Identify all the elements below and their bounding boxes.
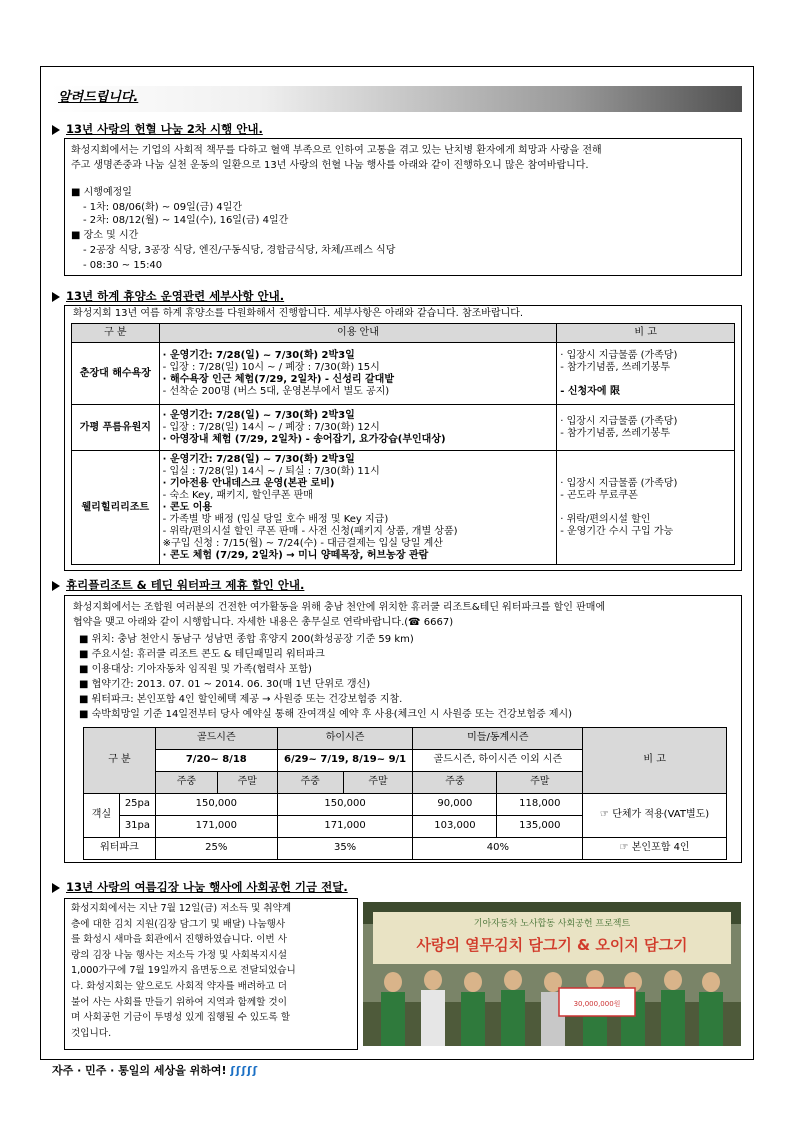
gubun-header: 구 분 — [84, 728, 156, 794]
resort-name: 가평 푸름유원지 — [72, 405, 160, 451]
detail-line: - 숙소 Key, 패키지, 할인쿠폰 판매 — [162, 489, 313, 501]
schedule-item: - 1차: 08/06(화) ~ 09일(금) 4일간 — [83, 202, 243, 213]
footer-slogan — [52, 1064, 258, 1078]
note-line: - 참가기념품, 쓰레기봉투 — [560, 427, 670, 439]
detail-line: ※구입 신청 : 7/15(월) ~ 7/24(수) - 대금결제는 입실 당일 계산 — [162, 537, 443, 549]
room-size: 31pa — [119, 816, 155, 838]
info-item: ■ 이용대상: 기아자동차 임직원 및 가족(협력사 포함) — [79, 664, 312, 675]
wave-decoration: ʃʃʃʃʃ — [230, 1064, 259, 1077]
day-header: 주중 — [155, 772, 217, 794]
note-line: - 곤도라 무료쿠폰 — [560, 489, 638, 501]
info-item: ■ 워터파크: 본인포함 4인 할인혜택 제공 → 사원증 또는 건강보험증 지참. — [79, 694, 403, 705]
price-cell: 118,000 — [497, 794, 583, 816]
day-header: 주말 — [343, 772, 413, 794]
table-row — [84, 838, 727, 860]
note-line: - 참가기념품, 쓰레기봉투 — [560, 361, 670, 373]
note-line: · 입장시 지급물품 (가족당) — [560, 415, 678, 427]
body-line: 불어 사는 사회를 만들기 위하여 지역과 함께할 것이 — [71, 996, 287, 1008]
detail-line: · 운영기간: 7/28(일) ~ 7/30(화) 2박3일 — [162, 349, 355, 361]
detail-line: - 입장 : 7/28(일) 14시 ~ / 폐장 : 7/30(화) 12시 — [162, 421, 380, 433]
intro-line: 주고 생명존중과 나눔 실천 운동의 일환으로 13년 사랑의 헌혈 나눔 행사를 아래와 같이 진행하오니 많은 참여바랍니다. — [71, 160, 589, 171]
notice-header — [50, 86, 742, 112]
room-note: ☞ 단체가 적용(VAT별도) — [583, 794, 727, 838]
section-title-summer-resort: 13년 하계 휴양소 운영관련 세부사항 안내. — [52, 289, 284, 303]
price-table — [83, 727, 727, 860]
detail-line: - 입실 : 7/28(일) 14시 ~ / 퇴실 : 7/30(화) 11시 — [162, 465, 380, 477]
price-cell: 135,000 — [497, 816, 583, 838]
price-cell: 171,000 — [155, 816, 277, 838]
detail-line: - 입장 : 7/28(일) 10시 ~ / 폐장 : 7/30(화) 15시 — [162, 361, 380, 373]
place-item: - 08:30 ~ 15:40 — [83, 260, 163, 271]
detail-line: · 운영기간: 7/28(일) ~ 7/30(화) 2박3일 — [162, 453, 355, 465]
season-dates: 골드시즌, 하이시즌 이외 시즌 — [413, 750, 583, 772]
price-cell: 150,000 — [155, 794, 277, 816]
col-header: 비 고 — [557, 324, 735, 343]
body-line: 랑의 김장 나눔 행사는 저소득 가정 및 사회복지시설 — [71, 949, 287, 961]
season-dates: 6/29~ 7/19, 8/19~ 9/1 — [277, 750, 413, 772]
waterpark-note: ☞ 본인포함 4인 — [583, 838, 727, 860]
schedule-item: - 2차: 08/12(월) ~ 14일(수), 16일(금) 4일간 — [83, 215, 289, 226]
col-header: 구 분 — [72, 324, 160, 343]
place-item: - 2공장 식당, 3공장 식당, 엔진/구동식당, 경합금식당, 차체/프레스 식당 — [83, 245, 396, 256]
discount-cell: 40% — [413, 838, 583, 860]
body-line: 다. 화성지회는 앞으로도 사회적 약자를 배려하고 더 — [71, 980, 287, 992]
resort-name: 춘장대 해수욕장 — [72, 343, 160, 405]
detail-line: - 가족별 방 배정 (입실 당일 호수 배정 및 Key 지급) — [162, 513, 389, 525]
detail-line: · 콘도 체험 (7/29, 2일차) → 미니 양떼목장, 허브농장 관람 — [162, 549, 429, 561]
day-header: 주말 — [497, 772, 583, 794]
season-header: 골드시즌 — [155, 728, 277, 750]
detail-line: · 기아전용 안내데스크 운영(본관 로비) — [162, 477, 335, 489]
note-line: - 신청자에 限 — [560, 385, 620, 397]
day-header: 주말 — [217, 772, 277, 794]
body-line: 것입니다. — [71, 1027, 112, 1039]
info-item: ■ 협약기간: 2013. 07. 01 ~ 2014. 06. 30(매 1년 단위로 갱신) — [79, 679, 371, 690]
remark-header: 비 고 — [583, 728, 727, 794]
resort-table — [71, 323, 735, 565]
section-title-resort-discount: 휴리플리조트 & 테딘 워터파크 제휴 할인 안내. — [52, 578, 304, 592]
banner-top-text: 기아자동차 노사합동 사회공헌 프로젝트 — [473, 919, 631, 929]
notice-title: 알려드립니다. — [58, 90, 139, 105]
price-cell: 171,000 — [277, 816, 413, 838]
season-header: 하이시즌 — [277, 728, 413, 750]
room-size: 25pa — [119, 794, 155, 816]
body-line: 1,000가구에 7월 19일까지 읍면동으로 전달되었습니 — [71, 965, 296, 977]
detail-line: · 콘도 이용 — [162, 501, 213, 513]
discount-cell: 35% — [277, 838, 413, 860]
summer-resort-box — [64, 305, 742, 571]
blood-donation-box — [64, 138, 742, 276]
resort-intro: 화성지회 13년 여름 하계 휴양소를 다원화해서 진행합니다. 세부사항은 아래와 같습니다. 참조바랍니다. — [73, 308, 524, 319]
schedule-heading: ■ 시행예정일 — [71, 187, 132, 198]
price-cell: 103,000 — [413, 816, 497, 838]
price-cell: 150,000 — [277, 794, 413, 816]
table-row — [72, 343, 735, 405]
body-line: 를 화성시 새마을 회관에서 진행하였습니다. 이번 사 — [71, 934, 287, 946]
body-line: 층에 대한 김치 지원(김장 담그기 및 배달) 나눔행사 — [71, 918, 286, 930]
resort-discount-box — [64, 595, 742, 863]
info-item: ■ 위치: 충남 천안시 동남구 성남면 종합 휴양지 200(화성공장 기준 59 km) — [79, 634, 414, 645]
season-header: 미들/동계시즌 — [413, 728, 583, 750]
detail-line: · 아영장내 체험 (7/29, 2일차) - 송어잡기, 요가강습(부인대상) — [162, 433, 446, 445]
discount-cell: 25% — [155, 838, 277, 860]
body-line: 화성지회에서는 지난 7월 12일(금) 저소득 및 취약계 — [71, 903, 292, 914]
slogan-text: 자주 · 민주 · 통일의 세상을 위하여! — [52, 1064, 227, 1077]
day-header: 주중 — [413, 772, 497, 794]
kimchi-text-box — [64, 898, 358, 1050]
note-line: · 입장시 지급물품 (가족당) — [560, 477, 678, 489]
info-item: ■ 주요시설: 휴러쿨 리조트 콘도 & 테딘패밀리 워터파크 — [79, 649, 325, 660]
resort-name: 웰리힐리리조트 — [72, 451, 160, 565]
detail-line: · 운영기간: 7/28(일) ~ 7/30(화) 2박3일 — [162, 409, 355, 421]
event-photo — [363, 902, 741, 1046]
col-header: 이용 안내 — [159, 324, 557, 343]
section-title-kimchi: 13년 사랑의 여름김장 나눔 행사에 사회공헌 기금 전달. — [52, 880, 348, 894]
note-line: · 위락/편의시설 할인 — [560, 513, 651, 525]
season-dates: 7/20~ 8/18 — [155, 750, 277, 772]
people-group — [381, 970, 723, 1046]
body-line: 며 사회공헌 기금이 투명성 있게 집행될 수 있도록 할 — [71, 1012, 291, 1024]
note-line: · 입장시 지급물품 (가족당) — [560, 349, 678, 361]
banner-text: 사랑의 열무김치 담그기 & 오이지 담그기 — [416, 936, 688, 954]
place-heading: ■ 장소 및 시간 — [71, 230, 139, 241]
intro-line: 협약을 맺고 아래와 같이 시행합니다. 자세한 내용은 총무실로 연락바랍니다.(☎ 6667) — [73, 617, 454, 628]
detail-line: · 해수욕장 인근 체험(7/29, 2일차) - 신성리 갈대밭 — [162, 373, 394, 385]
table-row — [72, 405, 735, 451]
intro-line: 화성지회에서는 조합원 여러분의 건전한 여가활동을 위해 충남 천안에 위치한 휴러쿨 리조트&테딘 워터파크를 할인 판매에 — [73, 602, 606, 613]
detail-line: - 선착순 200명 (버스 5대, 운영본부에서 별도 공지) — [162, 385, 390, 397]
check-amount: 30,000,000원 — [573, 1000, 621, 1008]
table-row — [72, 451, 735, 565]
detail-line: - 위락/편의시설 할인 쿠폰 판매 - 사전 신청(패키지 상품, 개별 상품) — [162, 525, 458, 537]
info-item: ■ 숙박희망일 기준 14일전부터 당사 예약실 통해 잔여객실 예약 후 사용(체크인 시 사원증 또는 건강보험증 제시) — [79, 709, 573, 720]
day-header: 주중 — [277, 772, 343, 794]
section-title-blood-donation: 13년 사랑의 헌혈 나눔 2차 시행 안내. — [52, 122, 263, 136]
room-label: 객실 — [84, 794, 120, 838]
intro-line: 화성지회에서는 기업의 사회적 책무를 다하고 혈액 부족으로 인하여 고통을 겪고 있는 난치병 환자에게 희망과 사랑을 전해 — [71, 145, 602, 156]
note-line: - 운영기간 수시 구입 가능 — [560, 525, 674, 537]
table-row — [84, 794, 727, 816]
waterpark-label: 워터파크 — [84, 838, 156, 860]
price-cell: 90,000 — [413, 794, 497, 816]
